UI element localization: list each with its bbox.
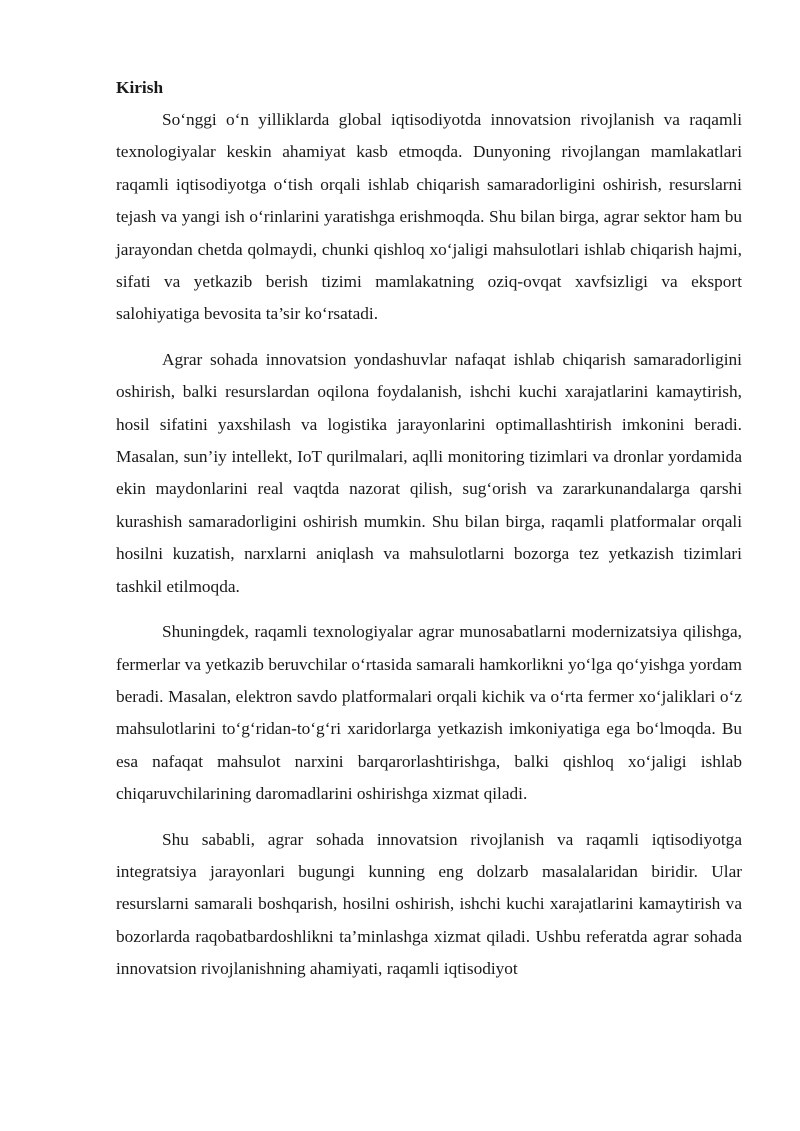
section-heading: Kirish xyxy=(116,78,164,97)
paragraph-4: Shu sababli, agrar sohada innovatsion rivojlanish va raqamli iqtisodiyotga integratsiya jarayonlari bugungi kunning eng dolzarb masalalaridan biridir. Ular resurslarni samarali boshqarish, hosilni oshirish, ishchi kuchi xarajatlarini kamaytirish va bozorlarda raqobatbardoshlikni ta’minlashga xizmat qiladi. Ushbu referatda agrar sohada innovatsion rivojlanishning ahamiyati, raqamli iqtisodiyot xyxy=(116,829,742,979)
paragraph-1: So‘nggi o‘n yilliklarda global iqtisodiyotda innovatsion rivojlanish va raqamli texnologiyalar keskin ahamiyat kasb etmoqda. Dunyoning rivojlangan mamlakatlari raqamli iqtisodiyotga o‘tish orqali ishlab chiqarish samaradorligini oshirish, resurslarni tejash va yangi ish o‘rinlarini yaratishga erishmoqda. Shu bilan birga, agrar sektor ham bu jarayondan chetda qolmaydi, chunki qishloq xo‘jaligi mahsulotlari ishlab chiqarish hajmi, sifati va yetkazib berish tizimi mamlakatning oziq-ovqat xavfsizligi va eksport salohiyatiga bevosita ta’sir ko‘rsatadi. xyxy=(116,110,742,324)
paragraph-2: Agrar sohada innovatsion yondashuvlar nafaqat ishlab chiqarish samaradorligini oshirish, balki resurslardan oqilona foydalanish, ishchi kuchi xarajatlarini kamaytirish, hosil sifatini yaxshilash va logistika jarayonlarini optimallashtirish imkonini beradi. Masalan, sun’iy intellekt, IoT qurilmalari, aqlli monitoring tizimlari va dronlar yordamida ekin maydonlarini real vaqtda nazorat qilish, sug‘orish va zararkunandalarga qarshi kurashish samaradorligini oshirish mumkin. Shu bilan birga, raqamli platformalar orqali hosilni kuzatish, narxlarni aniqlash va mahsulotlarni bozorga tez yetkazish tizimlari tashkil etilmoqda. xyxy=(116,349,742,596)
document-page xyxy=(116,74,742,999)
paragraph-3: Shuningdek, raqamli texnologiyalar agrar munosabatlarni modernizatsiya qilishga, fermerlar va yetkazib beruvchilar o‘rtasida samarali hamkorlikni yo‘lga qo‘yishga yordam beradi. Masalan, elektron savdo platformalari orqali kichik va o‘rta fermer xo‘jaliklari o‘z mahsulotlarini to‘g‘ridan-to‘g‘ri xaridorlarga yetkazish imkoniyatiga ega bo‘lmoqda. Bu esa nafaqat mahsulot narxini barqarorlashtirishga, balki qishloq xo‘jaligi ishlab chiqaruvchilarining daromadlarini oshirishga xizmat qiladi. xyxy=(116,622,742,804)
